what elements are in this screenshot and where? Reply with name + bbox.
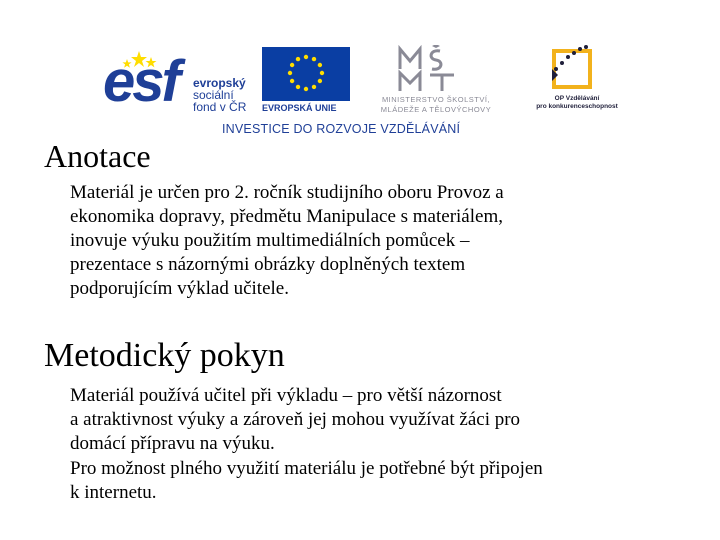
metodicky-line: domácí přípravu na výuku. <box>70 433 275 454</box>
metodicky-line: Materiál používá učitel při výkladu – pro větší názornost <box>70 385 502 406</box>
esf-caption <box>193 77 246 113</box>
eu-flag-icon <box>262 47 350 101</box>
logo-bar <box>0 0 720 145</box>
metodicky-pokyn-paragraph-1 <box>70 384 690 456</box>
anotace-line: ekonomika dopravy, předmětu Manipulace s materiálem, <box>70 206 503 227</box>
slogan: INVESTICE DO ROZVOJE VZDĚLÁVÁNÍ <box>222 122 461 136</box>
metodicky-pokyn-paragraph-2 <box>70 457 690 505</box>
msmt-monogram-icon <box>396 45 462 93</box>
anotace-line: podporujícím výklad učitele. <box>70 278 289 299</box>
esf-line-1: evropský <box>193 76 246 90</box>
anotace-text <box>70 181 670 301</box>
metodicky-pokyn-heading: Metodický pokyn <box>44 337 285 374</box>
opvk-line-2: pro konkurenceschopnost <box>536 103 618 110</box>
opvk-mark-icon <box>540 45 604 93</box>
esf-line-2: sociální <box>193 88 234 102</box>
opvk-line-1: OP Vzdělávání <box>554 95 600 102</box>
esf-line-3: fond v ČR <box>193 100 247 114</box>
opvk-caption <box>532 95 622 111</box>
anotace-line: Materiál je určen pro 2. ročník studijního oboru Provoz a <box>70 182 504 203</box>
anotace-heading: Anotace <box>44 138 151 174</box>
metodicky-line: k internetu. <box>70 482 157 503</box>
anotace-line: prezentace s názornými obrázky doplněných textem <box>70 254 466 275</box>
eu-caption: EVROPSKÁ UNIE <box>262 103 337 113</box>
msmt-logo <box>356 45 516 117</box>
anotace-line: inovuje výuku použitím multimediálních pomůcek – <box>70 230 470 251</box>
esf-letters: esf <box>103 49 178 114</box>
esf-logo <box>103 47 255 113</box>
metodicky-line: a atraktivnost výuky a zároveň jej mohou využívat žáci pro <box>70 409 521 430</box>
eu-stars-icon <box>262 47 350 101</box>
msmt-line-2: MLÁDEŽE A TĚLOVÝCHOVY <box>380 105 492 114</box>
eu-logo <box>262 47 352 113</box>
metodicky-line: Pro možnost plného využití materiálu je potřebné být připojen <box>70 458 543 479</box>
opvk-logo <box>532 45 622 117</box>
msmt-line-1: MINISTERSTVO ŠKOLSTVÍ, <box>381 95 491 104</box>
